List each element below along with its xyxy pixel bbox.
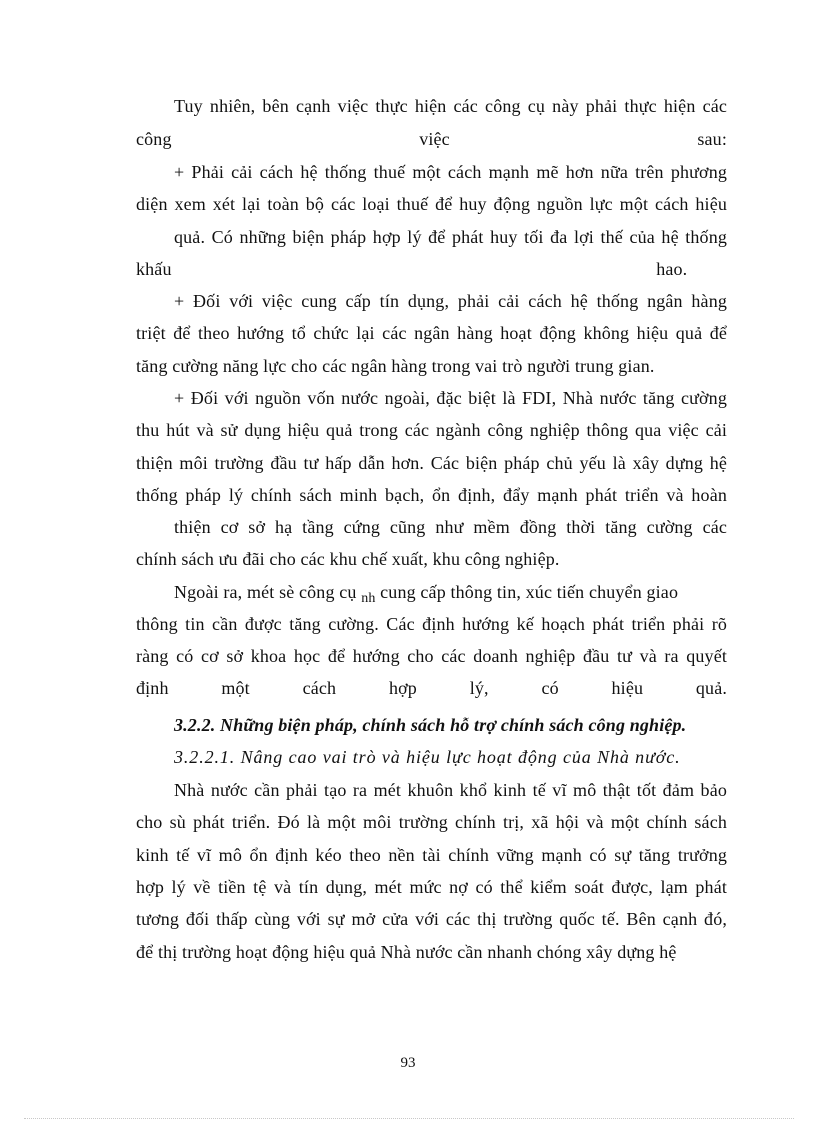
text-line: Tuy nhiên, bên cạnh việc thực hiện các công cụ này phải thực hiện các (174, 96, 727, 116)
text-line: để thị trường hoạt động hiệu quả Nhà nước cần nhanh chóng xây dựng hệ (136, 942, 677, 962)
text-line: chính sách ưu đãi cho các khu chế xuất, khu công nghiệp. (136, 549, 560, 569)
page-border-line (24, 1118, 794, 1119)
text-line: cho sù phát triển. Đó là một môi trường chính trị, xã hội và một chính sách (136, 812, 727, 832)
text-fragment: Ngoài ra, mét sè công cụ (174, 582, 357, 602)
text-line: hợp lý về tiền tệ và tín dụng, mét mức nợ có thể kiểm soát được, lạm phát (136, 877, 727, 897)
text-line: + Đối với nguồn vốn nước ngoài, đặc biệt là FDI, Nhà nước tăng cường (174, 388, 727, 408)
text-fragment: cung cấp thông tin, xúc tiến chuyển giao (380, 582, 679, 602)
text-line: thiện cơ sở hạ tầng cứng cũng như mềm đồng thời tăng cường các (174, 517, 727, 537)
text-line: kinh tế vĩ mô ổn định kéo theo nền tài chính vững mạnh có sự tăng trưởng (136, 845, 727, 865)
text-line: thiện môi trường đầu tư hấp dẫn hơn. Các biện pháp chủ yếu là xây dựng hệ (136, 453, 727, 473)
text-line: diện xem xét lại toàn bộ các loại thuế để huy động nguồn lực một cách hiệu (136, 194, 727, 214)
text-line: thống pháp lý chính sách minh bạch, ổn định, đẩy mạnh phát triển và hoàn (136, 485, 727, 505)
page-number: 93 (400, 1055, 416, 1071)
text-line: tương đối thấp cùng với sự mở cửa với các thị trường quốc tế. Bên cạnh đó, (136, 909, 727, 929)
text-line: triệt để theo hướng tổ chức lại các ngân hàng hoạt động không hiệu quả để (136, 323, 727, 343)
text-line: ràng có cơ sở khoa học để hướng cho các doanh nghiệp đầu tư và ra quyết (136, 646, 727, 666)
subsection-heading: 3.2.2.1. Nâng cao vai trò và hiệu lực hoạt động của Nhà nước. (174, 747, 681, 767)
text-line (174, 581, 727, 606)
text-line: + Đối với việc cung cấp tín dụng, phải cải cách hệ thống ngân hàng (174, 291, 727, 311)
text-line: thu hút và sử dụng hiệu quả trong các ngành công nghiệp thông qua việc cải (136, 420, 727, 440)
section-heading: 3.2.2. Những biện pháp, chính sách hỗ trợ chính sách công nghiệp. (174, 715, 687, 735)
text-line: khấu hao. (136, 259, 688, 279)
text-line: quả. Có những biện pháp hợp lý để phát huy tối đa lợi thế của hệ thống (174, 227, 727, 247)
text-line: định một cách hợp lý, có hiệu quả. (136, 678, 727, 698)
text-line: tăng cường năng lực cho các ngân hàng trong vai trò người trung gian. (136, 356, 655, 376)
text-line: + Phải cải cách hệ thống thuế một cách mạnh mẽ hơn nữa trên phương (174, 162, 727, 182)
text-line: Nhà nước cần phải tạo ra mét khuôn khổ kinh tế vĩ mô thật tốt đảm bảo (174, 780, 727, 800)
text-line: công việc sau: (136, 129, 727, 149)
text-fragment-subscript: nh (361, 591, 376, 606)
text-line: thông tin cần được tăng cường. Các định hướng kế hoạch phát triển phải rõ (136, 614, 727, 634)
